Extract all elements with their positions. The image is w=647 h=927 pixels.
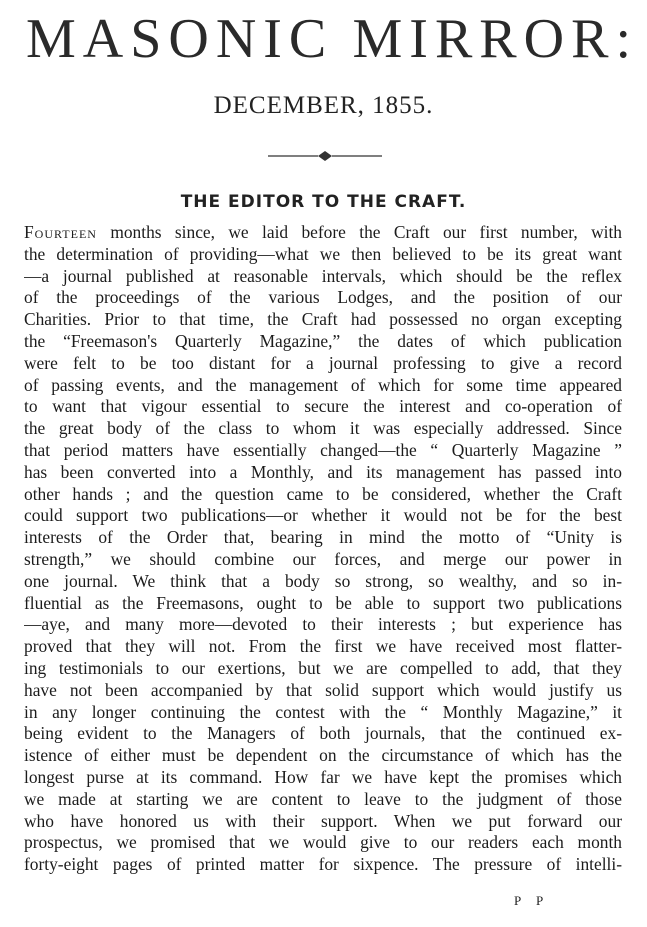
body-line: fluential as the Freemasons, ought to be able to support two publications: [24, 592, 622, 613]
body-line: proved that they will not. From the first we have received most flatter-: [24, 636, 622, 657]
body-line: forty-eight pages of printed matter for sixpence. The pressure of intelli-: [24, 854, 622, 875]
body-line: Charities. Prior to that time, the Craft had possessed no organ excepting: [24, 309, 622, 330]
body-line: longest purse at its command. How far we have kept the promises which: [24, 766, 622, 787]
body-line: the great body of the class to whom it was especially addressed. Since: [24, 418, 622, 439]
body-line: could support two publications—or whether it would not be for the best: [24, 505, 622, 526]
body-line: being evident to the Managers of both journals, that the continued ex-: [24, 723, 622, 744]
ornament-rule-icon: [268, 150, 382, 162]
article-title: THE EDITOR TO THE CRAFT.: [180, 192, 467, 212]
body-line: strength,” we should combine our forces, and merge our power in: [24, 548, 622, 569]
body-line: to want that vigour essential to secure the interest and co-operation of: [24, 396, 622, 417]
body-line: ing testimonials to our exertions, but we are compelled to add, that they: [24, 657, 622, 678]
article-body: [24, 222, 622, 876]
body-line: we made at starting we are content to leave to the judgment of those: [24, 788, 622, 809]
body-line: of the proceedings of the various Lodges, and the position of our: [24, 287, 622, 308]
signature-mark: P P: [514, 893, 550, 908]
body-line: other hands ; and the question came to be considered, whether the Craft: [24, 483, 622, 504]
body-line: of passing events, and the management of which for some time appeared: [24, 374, 622, 395]
body-line: were felt to be too distant for a journal professing to give a record: [24, 352, 622, 373]
body-line: the determination of providing—what we then believed to be its great want: [24, 243, 622, 264]
body-line: interests of the Order that, bearing in mind the motto of “Unity is: [24, 527, 622, 548]
body-line-text: months since, we laid before the Craft our first number, with: [110, 222, 622, 242]
masthead-title: [26, 10, 638, 68]
masthead-word-masonic: MASONIC: [26, 8, 334, 70]
body-line: istence of either must be dependent on the circumstance of which has the: [24, 745, 622, 766]
body-line: one journal. We think that a body so strong, so wealthy, and so in-: [24, 570, 622, 591]
body-line: that period matters have essentially changed—the “ Quarterly Magazine ”: [24, 439, 622, 460]
body-line: in any longer continuing the contest with the “ Monthly Magazine,” it: [24, 701, 622, 722]
body-line-1: [24, 222, 622, 244]
body-line: has been converted into a Monthly, and its management has passed into: [24, 461, 622, 482]
body-line: —aye, and many more—devoted to their interests ; but experience has: [24, 614, 622, 635]
issue-date: DECEMBER, 1855.: [213, 92, 434, 119]
body-line: the “Freemason's Quarterly Magazine,” the dates of which publication: [24, 330, 622, 351]
body-line: who have honored us with their support. When we put forward our: [24, 810, 622, 831]
body-line: prospectus, we promised that we would give to our readers each month: [24, 832, 622, 853]
drop-first-word: Fourteen: [24, 222, 97, 242]
body-line: —a journal published at reasonable intervals, which should be the reflex: [24, 265, 622, 286]
masthead-word-mirror: MIRROR:: [352, 8, 638, 70]
body-line: have not been accompanied by that solid support which would justify us: [24, 679, 622, 700]
